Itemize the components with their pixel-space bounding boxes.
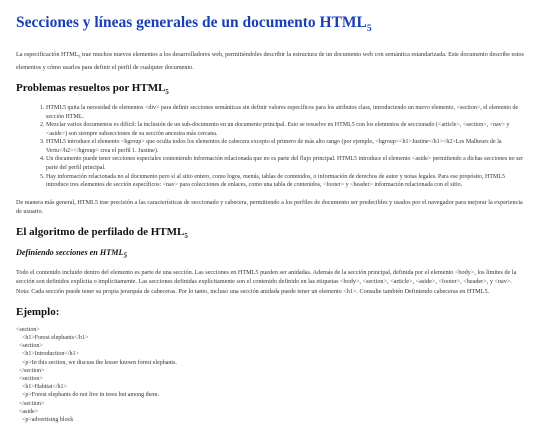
intro-text-start: La especificación HTML xyxy=(16,51,79,59)
defining-sections-text: Definiendo secciones en HTML xyxy=(16,248,124,258)
algorithm-paragraph: Todo el contenido incluido dentro del elemento es parte de una sección. Las secciones en HTML5 pueden ser anidadas. Además de la sección principal, definida por el elemento <body>, los límites de la sección son definidos explícita o implícitamente. Las secciones definidas explícitamente son el contenido definido en las etiquetas <body>, <section>, <article>, <aside>, <footer>, <header>, y <nav>. Nota: Cada sección puede tener su propia jerarquía de cabeceras. Por lo tanto, incluso una sección anidada puede tener un elemento <h1>. Consulte también Definiendo cabeceras en HTML5. xyxy=(16,269,517,295)
problems-heading-text: Problemas resueltos por HTML xyxy=(16,81,166,94)
problems-heading-version: 5 xyxy=(165,88,169,96)
page-title-version: 5 xyxy=(366,23,372,35)
list-item: 2. Mezclar varios documentos es difícil: la inclusión de un sub-documento en un documento principal. Esto se resuelve en HTML5 con los elementos de seccionado (<article>, <section>, <nav> y <aside>) son siempre subsecciones de su sección ancestra más cercana. xyxy=(46,121,524,138)
defining-sections-subheading xyxy=(16,248,524,260)
intro-paragraph xyxy=(16,50,524,72)
problems-list xyxy=(16,104,524,190)
algorithm-heading-version: 5 xyxy=(184,233,188,241)
algorithm-heading xyxy=(16,226,524,240)
algorithm-heading-text: El algoritmo de perfilado de HTML xyxy=(16,226,185,239)
list-item: 4. Un documento puede tener secciones especiales conteniendo información relacionada que no es parte del flujo principal. HTML5 introduce el elemento <aside> permitiendo a dichas secciones no ser parte del perfil principal. xyxy=(46,155,524,172)
example-code-block: <section> <h1>Forest elephants</h1> <section> <h1>Introduction</h1> <p>In this section, we discuss the lesser known forest elephants. </section> <section> <h1>Habitat</h1> <p>Forest elephants do not live in trees but among them. </section> <aside> <p>advertising block xyxy=(16,326,177,423)
defining-sections-version: 5 xyxy=(123,253,127,261)
list-item: 3. HTML5 introduce el elemento <hgroup> que oculta todos los elementos de cabecera excepto el primero de más alto rango (por ejemplo, <hgroup><h1>Justine</h1><h2>Les Malheurs de la Vertu</h2></hgroup> crea el perfil 1. Justine). xyxy=(46,138,524,155)
problems-heading xyxy=(16,82,524,96)
intro-version: 5 xyxy=(78,55,81,60)
page-title-text: Secciones y líneas generales de un documento HTML xyxy=(16,14,367,31)
page-title xyxy=(16,14,524,34)
list-item: 1. HTML5 quita la necesidad de elementos <div> para definir secciones semánticas sin definir valores específicos para los atributos class, introduciendo un nuevo elemento, <section>, el elemento de sección HTML. xyxy=(46,104,524,121)
list-item: 5. Hay información relacionada no al documento pero sí al sitio entero, como logos, menús, tablas de contenidos, o información de derechos de autor y notas legales. Para ese propósito, HTML5 introduce tres elementos de sección específicos: <nav> para colecciones de enlaces, como una tabla de contenidos, <footer> y <header> información relacionada con el sitio. xyxy=(46,173,524,190)
example-heading: Ejemplo: xyxy=(16,305,60,318)
general-paragraph: De manera más general, HTML5 trae precisión a las características de seccionado y cabecera, permitiendo a los perfiles de documento ser predecibles y usados por el navegador para mejorar la experiencia de usuario. xyxy=(16,198,523,216)
intro-text-rest: trae muchos nuevos elementos a los desarrolladores web, permitiéndoles describir la estructura de un documento web con semántica estandarizada. Este documento describe estos elementos y cómo usarlos para definir el perfil de cualquier documento. xyxy=(16,51,524,71)
